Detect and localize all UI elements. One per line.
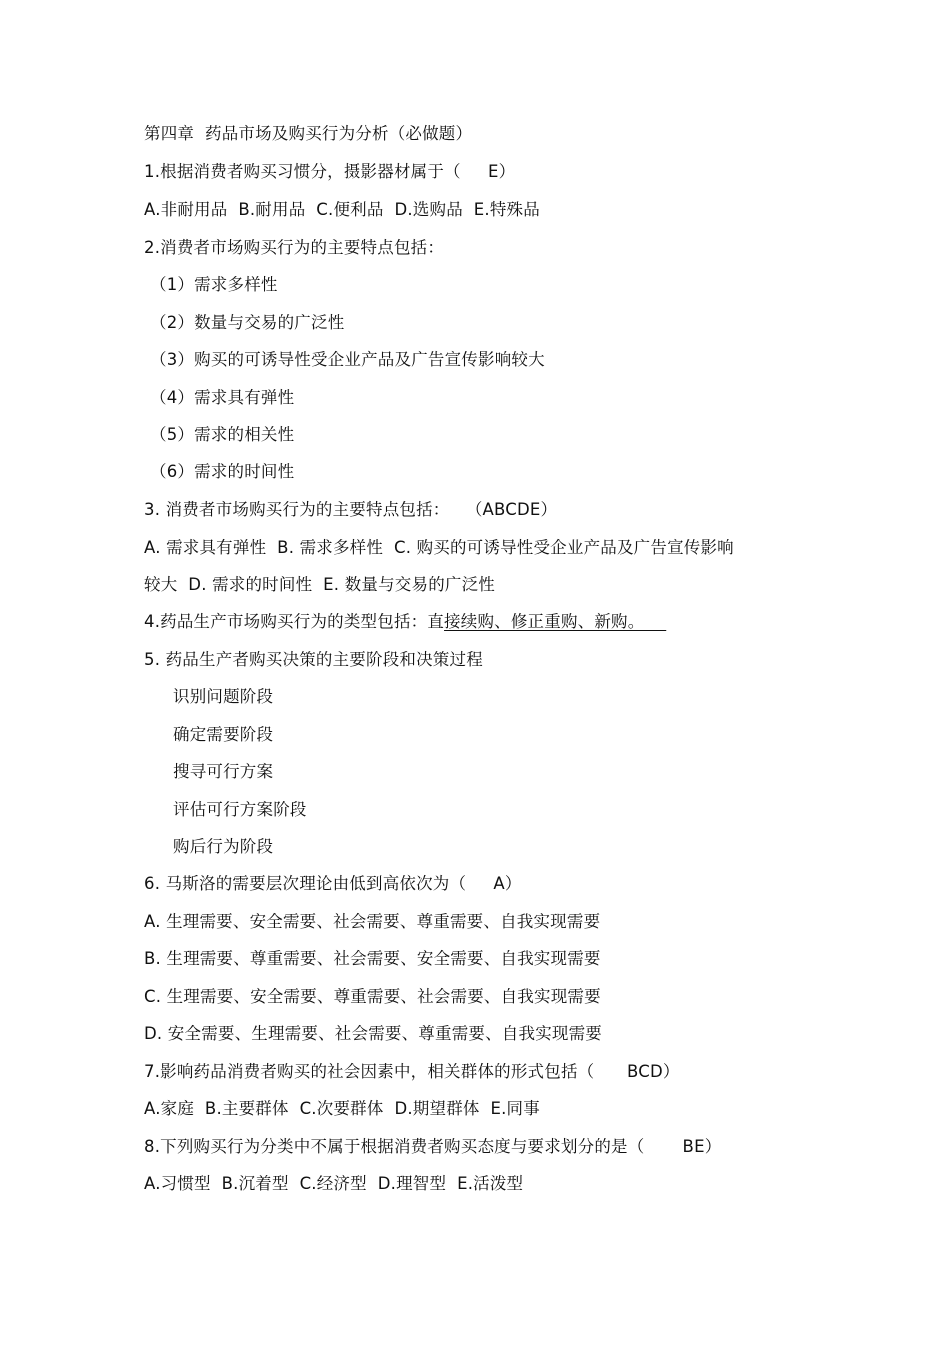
- question-5-stage: 识别问题阶段: [173, 687, 274, 706]
- question-3-stem: 3. 消费者市场购买行为的主要特点包括： （ABCDE）: [144, 500, 558, 519]
- question-3-options-line-1: A. 需求具有弹性 B. 需求多样性 C. 购买的可诱导性受企业产品及广告宣传影响: [144, 538, 734, 557]
- question-4: [144, 612, 666, 632]
- question-5-stage: 确定需要阶段: [173, 725, 274, 744]
- question-8-stem: 8.下列购买行为分类中不属于根据消费者购买态度与要求划分的是（ BE）: [144, 1137, 722, 1156]
- question-2-item: （2）数量与交易的广泛性: [150, 313, 345, 332]
- question-2-item: （6）需求的时间性: [150, 462, 295, 481]
- question-2-item: （5）需求的相关性: [150, 425, 295, 444]
- question-1-options: A.非耐用品 B.耐用品 C.便利品 D.选购品 E.特殊品: [144, 200, 540, 219]
- question-1-stem: 1.根据消费者购买习惯分，摄影器材属于（ E）: [144, 162, 516, 181]
- question-8-options: A.习惯型 B.沉着型 C.经济型 D.理智型 E.活泼型: [144, 1174, 524, 1193]
- question-4-answer: 接续购、修正重购、新购。: [444, 612, 667, 631]
- question-6-option: C. 生理需要、安全需要、尊重需要、社会需要、自我实现需要: [144, 987, 601, 1006]
- question-6-option: D. 安全需要、生理需要、社会需要、尊重需要、自我实现需要: [144, 1024, 602, 1043]
- question-2-stem: 2.消费者市场购买行为的主要特点包括：: [144, 238, 445, 257]
- question-2-item: （4）需求具有弹性: [150, 388, 295, 407]
- question-3-options-line-2: 较大 D. 需求的时间性 E. 数量与交易的广泛性: [144, 575, 495, 594]
- question-4-prefix: 4.药品生产市场购买行为的类型包括：直: [144, 612, 445, 631]
- question-2-item: （3）购买的可诱导性受企业产品及广告宣传影响较大: [150, 350, 545, 369]
- question-5-stem: 5. 药品生产者购买决策的主要阶段和决策过程: [144, 650, 483, 669]
- question-5-stage: 评估可行方案阶段: [173, 800, 307, 819]
- chapter-title: 第四章 药品市场及购买行为分析（必做题）: [144, 124, 473, 143]
- question-2-item: （1）需求多样性: [150, 275, 278, 294]
- question-5-stage: 搜寻可行方案: [173, 762, 274, 781]
- question-7-stem: 7.影响药品消费者购买的社会因素中，相关群体的形式包括（ BCD）: [144, 1062, 680, 1081]
- question-6-option: A. 生理需要、安全需要、社会需要、尊重需要、自我实现需要: [144, 912, 601, 931]
- question-6-stem: 6. 马斯洛的需要层次理论由低到高依次为（ A）: [144, 874, 522, 893]
- question-6-option: B. 生理需要、尊重需要、社会需要、安全需要、自我实现需要: [144, 949, 601, 968]
- question-7-options: A.家庭 B.主要群体 C.次要群体 D.期望群体 E.同事: [144, 1099, 540, 1118]
- question-5-stage: 购后行为阶段: [173, 837, 274, 856]
